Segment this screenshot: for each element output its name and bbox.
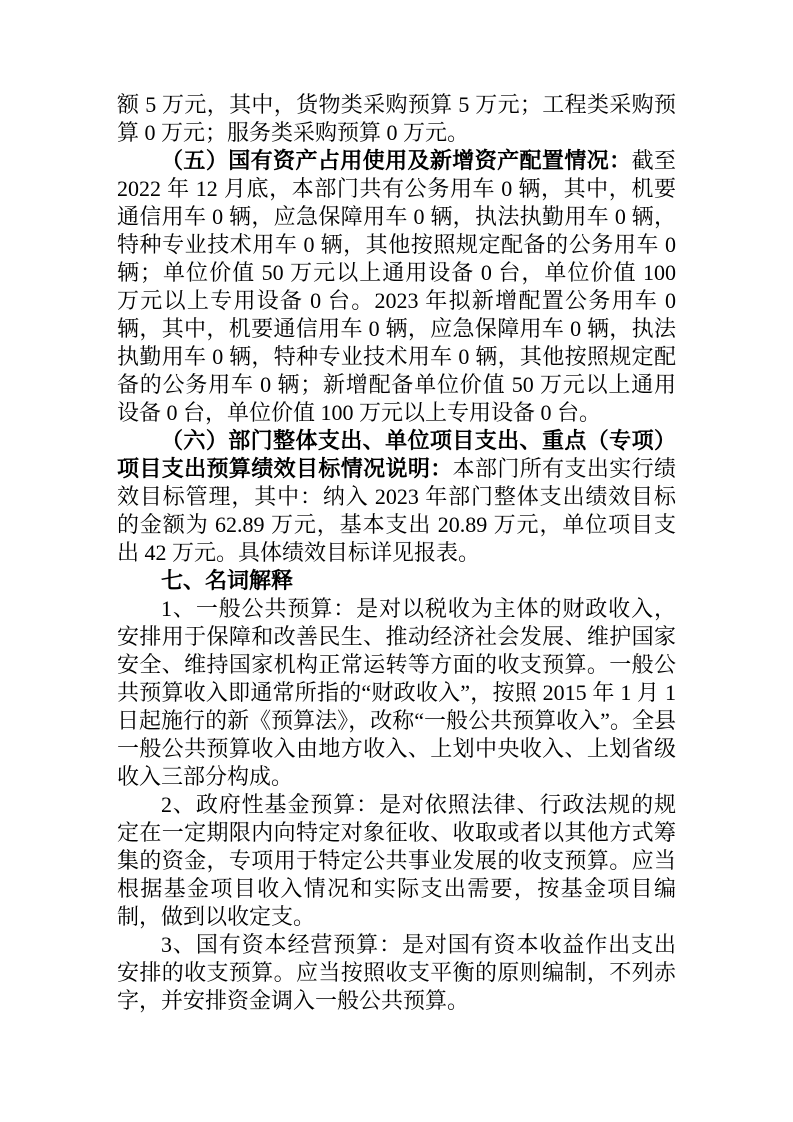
text-run: 1、一般公共预算：是对以税收为主体的财政收入，安排用于保障和改善民生、推动经济社会发展、维护国家安全、维持国家机构正常运转等方面的收支预算。一般公共预算收入即通常所指的“财政收入”，按照 2015 年 1 月 1 日起施行的新《预算法》，改称“一般公共预算收入”。全县一般公共预算收入由地方收入、上划中央收入、上划省级收入三部分构成。	[117, 596, 676, 789]
para-procurement-continuation	[117, 91, 676, 147]
para-performance-targets	[117, 427, 676, 567]
text-run: 2、政府性基金预算：是对依照法律、行政法规的规定在一定期限内向特定对象征收、收取或者以其他方式筹集的资金，专项用于特定公共事业发展的收支预算。应当根据基金项目收入情况和实际支出需要，按基金项目编制，做到以收定支。	[117, 792, 676, 929]
text-run: 本部门所有支出实行绩效目标管理，其中：纳入 2023 年部门整体支出绩效目标的金额为 62.89 万元，基本支出 20.89 万元，单位项目支出 42 万元。具体绩效目标详见报表。	[117, 456, 676, 565]
para-state-assets-usage	[117, 147, 676, 427]
para-government-fund-budget	[117, 791, 676, 931]
para-general-public-budget	[117, 595, 676, 791]
heading-glossary	[117, 567, 676, 595]
text-run: 额 5 万元，其中，货物类采购预算 5 万元；工程类采购预算 0 万元；服务类采购预算 0 万元。	[117, 92, 676, 145]
text-run: 截至 2022 年 12 月底，本部门共有公务用车 0 辆，其中，机要通信用车 0 辆，应急保障用车 0 辆，执法执勤用车 0 辆，特种专业技术用车 0 辆，其他按照规定配备的公务用车 0 辆；单位价值 50 万元以上通用设备 0 台，单位价值 100 万元以上专用设备 0 台。2023 年拟新增配置公务用车 0 辆，其中，机要通信用车 0 辆，应急保障用车 0 辆，执法执勤用车 0 辆，特种专业技术用车 0 辆，其他按照规定配备的公务用车 0 辆；新增配备单位价值 50 万元以上通用设备 0 台，单位价值 100 万元以上专用设备 0 台。	[117, 148, 676, 425]
text-run: 3、国有资本经营预算：是对国有资本收益作出支出安排的收支预算。应当按照收支平衡的原则编制，不列赤字，并安排资金调入一般公共预算。	[117, 932, 676, 1013]
document-body	[117, 91, 676, 1015]
heading-run: （五）国有资产占用使用及新增资产配置情况：	[161, 148, 632, 173]
heading-run: 七、名词解释	[161, 568, 294, 593]
heading-run: （六）部门整体支出、单位项目支出、重点（专项）项目支出预算绩效目标情况说明：	[117, 428, 676, 481]
para-state-capital-budget	[117, 931, 676, 1015]
